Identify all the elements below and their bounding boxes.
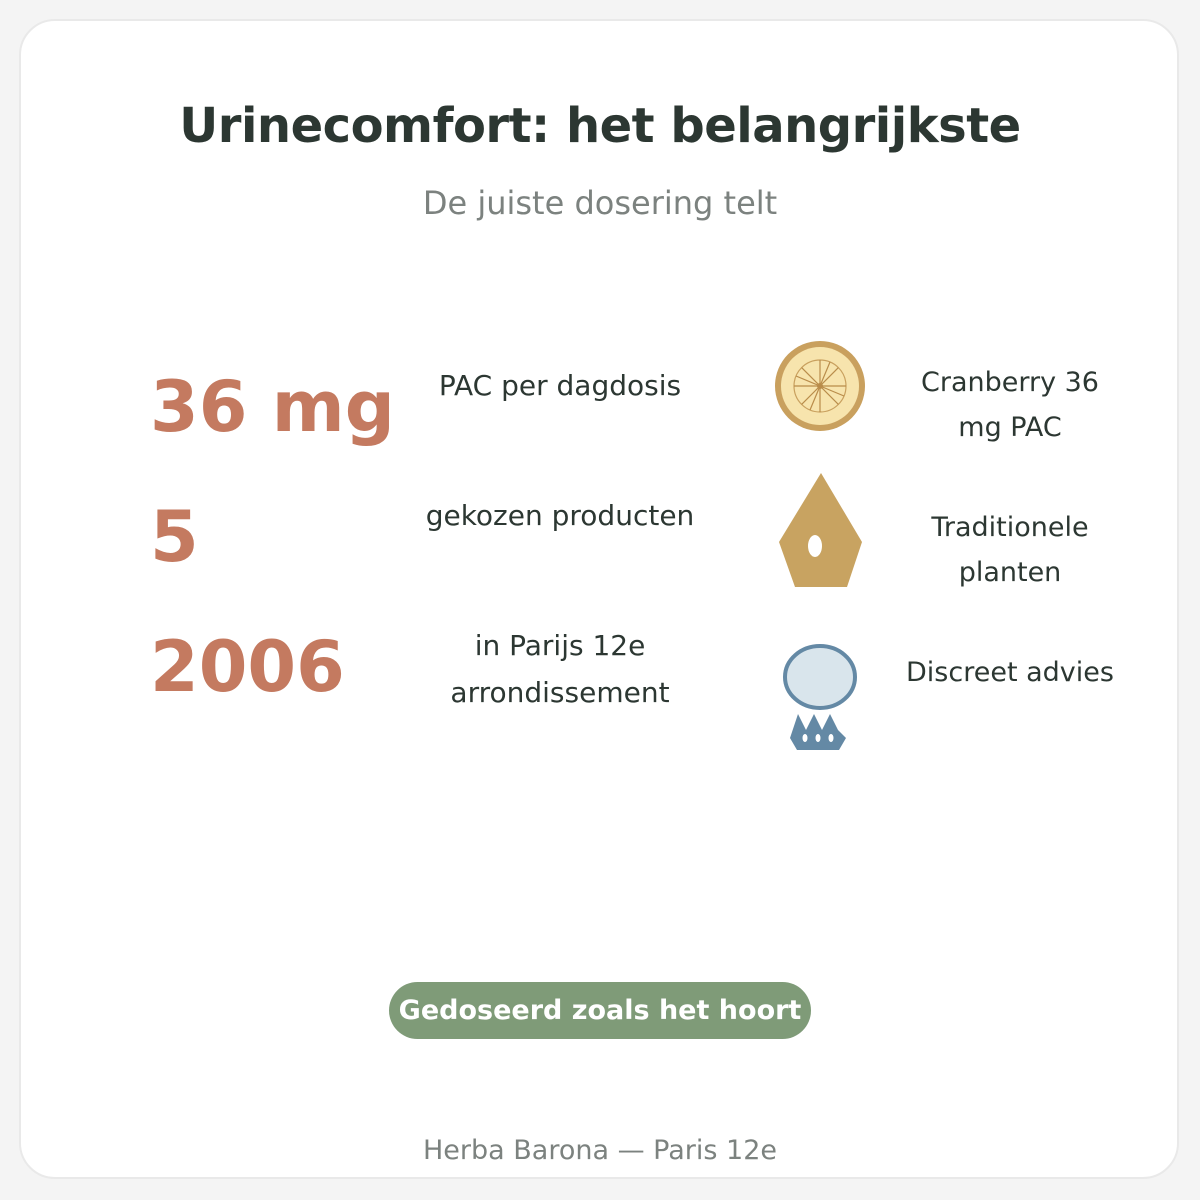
feature-label-advice: Discreet advies bbox=[906, 657, 1114, 688]
page-subtitle: De juiste dosering telt bbox=[422, 184, 778, 222]
dosage-badge: Gedoseerd zoals het hoort bbox=[389, 982, 811, 1039]
feature-label-plants: Traditionele planten bbox=[931, 512, 1089, 588]
cranberry-slice-icon bbox=[770, 338, 870, 438]
plant-leaf-icon bbox=[770, 470, 870, 594]
stat-label-products: gekozen producten bbox=[425, 499, 695, 532]
stat-number-products: 5 bbox=[150, 496, 199, 578]
footer-brand: Herba Barona — Paris 12e bbox=[422, 1135, 778, 1166]
feature-label-cranberry: Cranberry 36 mg PAC bbox=[920, 367, 1099, 443]
advice-bubble-icon bbox=[770, 640, 870, 759]
stat-label-dose: PAC per dagdosis bbox=[438, 369, 682, 402]
page-title: Urinecomfort: het belangrijkste bbox=[179, 98, 1021, 154]
stat-number-year: 2006 bbox=[150, 626, 345, 708]
stat-label-year: in Parijs 12e arrondissement bbox=[450, 629, 670, 709]
stat-number-dose: 36 mg bbox=[150, 366, 395, 448]
